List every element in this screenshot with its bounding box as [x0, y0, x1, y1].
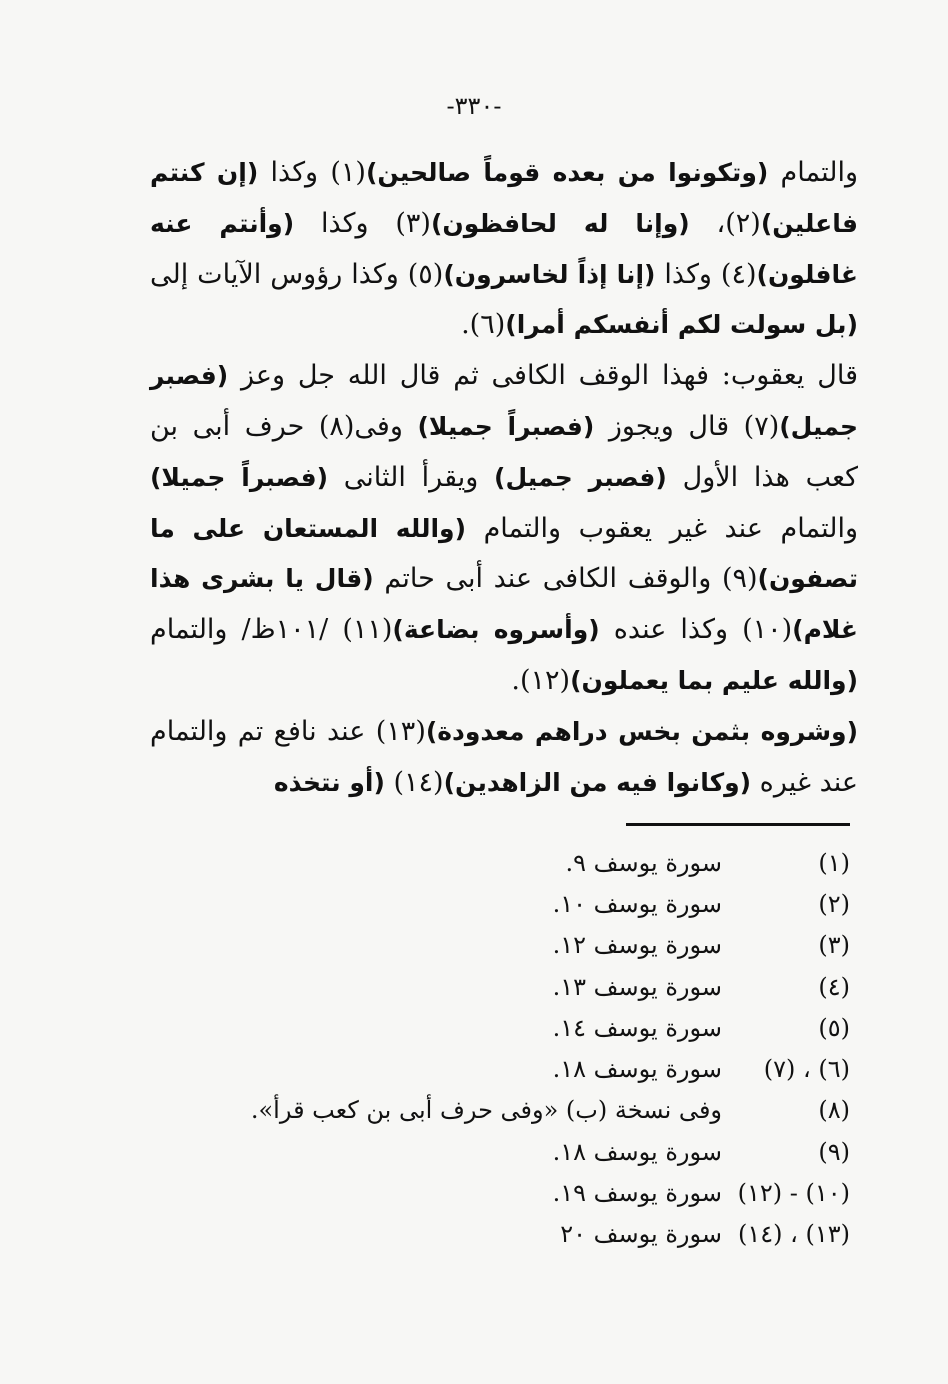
footnote-text: سورة يوسف ٢٠ — [560, 1220, 722, 1249]
footnote — [180, 842, 850, 883]
footnote-text: وفى نسخة (ب) «وفى حرف أبى بن كعب قرأ». — [250, 1096, 722, 1125]
paragraph-2 — [150, 351, 858, 707]
footnote-text: سورة يوسف ١٨. — [552, 1137, 722, 1166]
text-run: (٤) وكذا — [655, 258, 757, 290]
footnote — [180, 1172, 850, 1213]
footnote — [180, 1048, 850, 1089]
page-number: -٣٣٠- — [446, 92, 502, 120]
footnote-number: (٨) — [818, 1096, 850, 1125]
text-run: ويقرأ الثانى — [328, 461, 495, 493]
text-run: (٣) وكذا — [294, 207, 431, 239]
quran-quote: (فصبر جميل) — [494, 462, 667, 492]
quran-quote: (قال يا بشرى هذا غلام) — [150, 564, 858, 645]
text-run: (١) وكذا — [258, 157, 366, 188]
footnote-number: (٩) — [818, 1137, 850, 1166]
quran-quote: (وأنتم عنه غافلون) — [150, 208, 858, 289]
text-run: والتمام عند غير يعقوب والتمام — [466, 512, 858, 544]
footnote-number: (٥) — [818, 1013, 850, 1042]
footnote — [180, 883, 850, 924]
quran-quote: (وشروه بثمن بخس دراهم معدودة) — [425, 716, 859, 746]
text-run: (٥) وكذا رؤوس الآيات إلى — [150, 258, 444, 290]
quran-quote: (فصبر جميل) — [150, 361, 858, 441]
footnote — [180, 1007, 850, 1048]
text-run: (٩) والوقف الكافى عند أبى حاتم — [373, 563, 758, 595]
footnote — [180, 1131, 850, 1172]
text-run: (٧) قال ويجوز — [594, 410, 780, 442]
main-text — [150, 148, 858, 808]
text-run: (١٢). — [511, 664, 571, 696]
quran-quote: (وأسروه بضاعة) — [392, 615, 600, 645]
footnotes — [180, 842, 850, 1255]
footnote-text: سورة يوسف ١٤. — [552, 1013, 722, 1042]
footnote-number: (٢) — [818, 889, 850, 918]
text-run: (١١) /١٠١ظ/ والتمام — [150, 614, 393, 646]
footnote — [180, 966, 850, 1007]
footnote-number: (١٠) - (١٢) — [737, 1179, 850, 1208]
quran-quote: (وإنا له لحافظون) — [430, 208, 690, 238]
quran-quote: (فصبراً جميلا) — [417, 411, 595, 441]
footnote-text: سورة يوسف ١٩. — [552, 1179, 722, 1208]
quran-quote: (أو نتخذه — [273, 767, 385, 797]
quran-quote: (إن كنتم فاعلين) — [150, 158, 858, 238]
text-run: (١٤) — [384, 766, 444, 798]
quran-quote: (إنا إذاً لخاسرون) — [443, 259, 656, 289]
footnote-divider — [626, 823, 850, 826]
paragraph-3 — [150, 707, 858, 809]
quran-quote: (والله عليم بما يعملون) — [570, 665, 858, 695]
quran-quote: (وكانوا فيه من الزاهدين) — [443, 767, 752, 797]
quran-quote: (والله المستعان على ما تصفون) — [150, 513, 858, 594]
footnote — [180, 925, 850, 966]
footnote-number: (٣) — [818, 931, 850, 960]
text-run: والتمام — [768, 157, 858, 188]
footnote — [180, 1214, 850, 1255]
footnote-number: (٤) — [818, 972, 850, 1001]
text-run: وفى(٨) حرف أبى بن كعب هذا الأول — [150, 410, 858, 493]
quran-quote: (فصبراً جميلا) — [150, 462, 329, 492]
footnote-text: سورة يوسف ١٢. — [552, 931, 722, 960]
footnote-text: سورة يوسف ١٠. — [552, 889, 722, 918]
footnote-text: سورة يوسف ١٨. — [552, 1055, 722, 1084]
quran-quote: (وتكونوا من بعده قوماً صالحين) — [365, 158, 769, 187]
text-run: (١٣) عند نافع تم والتمام عند غيره — [150, 715, 858, 798]
text-run: قال يعقوب: فهذا الوقف الكافى ثم قال الله جل وعز — [228, 360, 858, 392]
paragraph-1 — [150, 148, 858, 351]
footnote-number: (١) — [818, 848, 850, 877]
text-run: (٦). — [461, 309, 506, 341]
footnote-text: سورة يوسف ١٣. — [552, 972, 722, 1001]
footnote-text: سورة يوسف ٩. — [565, 848, 722, 877]
footnote-number: (١٣) ، (١٤) — [737, 1220, 850, 1249]
footnote-number: (٦) ، (٧) — [763, 1055, 850, 1084]
text-run: (٢)، — [689, 207, 761, 239]
text-run: (١٠) وكذا عنده — [599, 614, 793, 646]
quran-quote: (بل سولت لكم أنفسكم أمرا) — [505, 310, 858, 340]
footnote — [180, 1090, 850, 1131]
